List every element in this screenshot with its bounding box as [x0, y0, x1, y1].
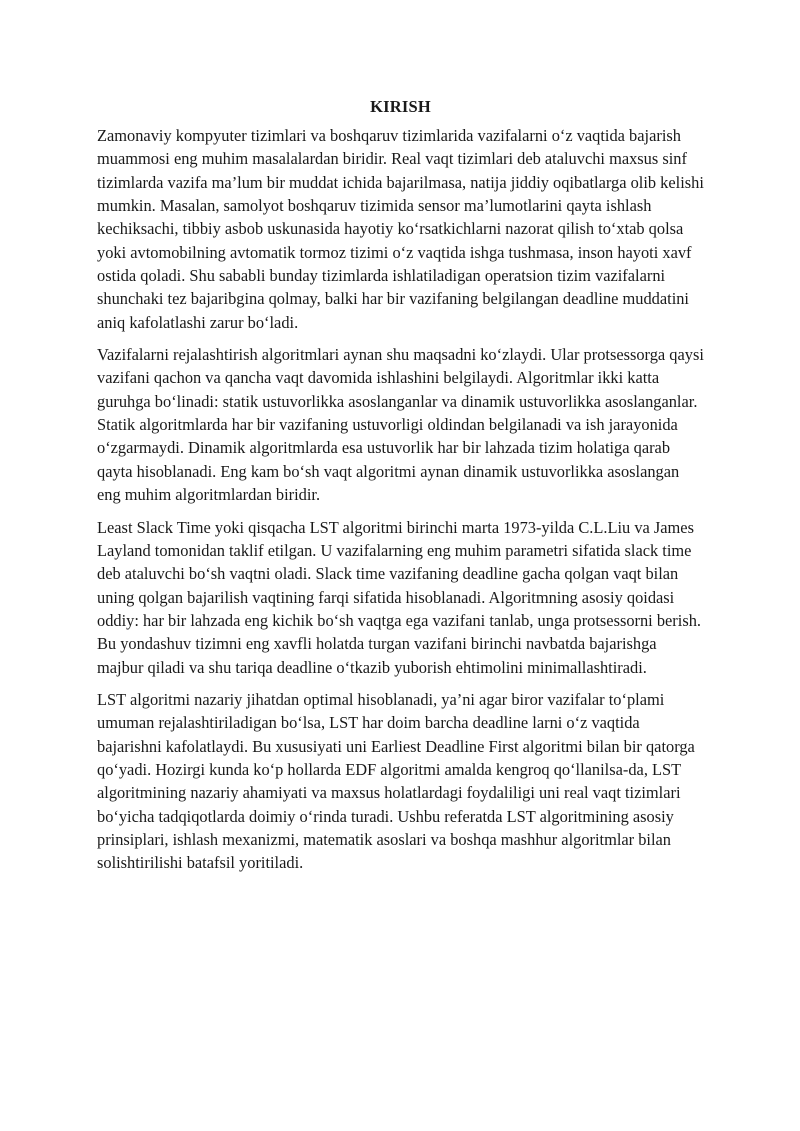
document-body [97, 95, 704, 884]
paragraph-2: Vazifalarni rejalashtirish algoritmlari aynan shu maqsadni ko‘zlaydi. Ular protsessorga qaysi vazifani qachon va qancha vaqt davomida ishlashini belgilaydi. Algoritmlar ikki katta guruhga bo‘linadi: statik ustuvorlikka asoslanganlar va dinamik ustuvorlikka asoslanganlar. Statik algoritmlarda har bir vazifaning ustuvorligi oldindan belgilanadi va ish jarayonida o‘zgarmaydi. Dinamik algoritmlarda esa ustuvorlik har bir lahzada tizim holatiga qarab qayta hisoblanadi. Eng kam bo‘sh vaqt algoritmi aynan dinamik ustuvorlikka asoslangan eng muhim algoritmlardan biridir. [97, 345, 704, 505]
paragraph-3: Least Slack Time yoki qisqacha LST algoritmi birinchi marta 1973-yilda C.L.Liu va James Layland tomonidan taklif etilgan. U vazifalarning eng muhim parametri sifatida slack time deb ataluvchi bo‘sh vaqtni oladi. Slack time vazifaning deadline gacha qolgan vaqt bilan uning qolgan bajarilish vaqtining farqi sifatida hisoblanadi. Algoritmning asosiy qoidasi oddiy: har bir lahzada eng kichik bo‘sh vaqtga ega vazifani tanlab, unga protsessorni berish. Bu yondashuv tizimni eng xavfli holatda turgan vazifani birinchi navbatda bajarishga majbur qiladi va shu tariqa deadline o‘tkazib yuborish ehtimolini minimallashtiradi. [97, 517, 701, 677]
section-heading: KIRISH [370, 97, 431, 116]
paragraph-4: LST algoritmi nazariy jihatdan optimal hisoblanadi, ya’ni agar biror vazifalar to‘plami umuman rejalashtiriladigan bo‘lsa, LST har doim barcha deadline larni o‘z vaqtida bajarishni kafolatlaydi. Bu xususiyati uni Earliest Deadline First algoritmi bilan bir qatorga qo‘yadi. Hozirgi kunda ko‘p hollarda EDF algoritmi amalda kengroq qo‘llanilsa-da, LST algoritmining nazariy ahamiyati va maxsus holatlardagi foydaliligi uni real vaqt tizimlari bo‘yicha tadqiqotlarda doimiy o‘rinda turadi. Ushbu referatda LST algoritmining asosiy prinsiplari, ishlash mexanizmi, matematik asoslari va boshqa mashhur algoritmlar bilan solishtirilishi batafsil yoritiladi. [97, 689, 695, 873]
paragraph-1: Zamonaviy kompyuter tizimlari va boshqaruv tizimlarida vazifalarni o‘z vaqtida bajarish muammosi eng muhim masalalardan biridir. Real vaqt tizimlari deb ataluvchi maxsus sinf tizimlarda vazifa ma’lum bir muddat ichida bajarilmasa, natija jiddiy oqibatlarga olib kelishi mumkin. Masalan, samolyot boshqaruv tizimida sensor ma’lumotlarini qayta ishlash kechiksachi, tibbiy asbob uskunasida hayotiy ko‘rsatkichlarni nazorat qilish to‘xtab qolsa yoki avtomobilning avtomatik tormoz tizimi o‘z vaqtida ishga tushmasa, inson hayoti xavf ostida qoladi. Shu sababli bunday tizimlarda ishlatiladigan operatsion tizim vazifalarni shunchaki tez bajaribgina qolmay, balki har bir vazifaning belgilangan deadline muddatini aniq kafolatlashi zarur bo‘ladi. [97, 126, 704, 332]
